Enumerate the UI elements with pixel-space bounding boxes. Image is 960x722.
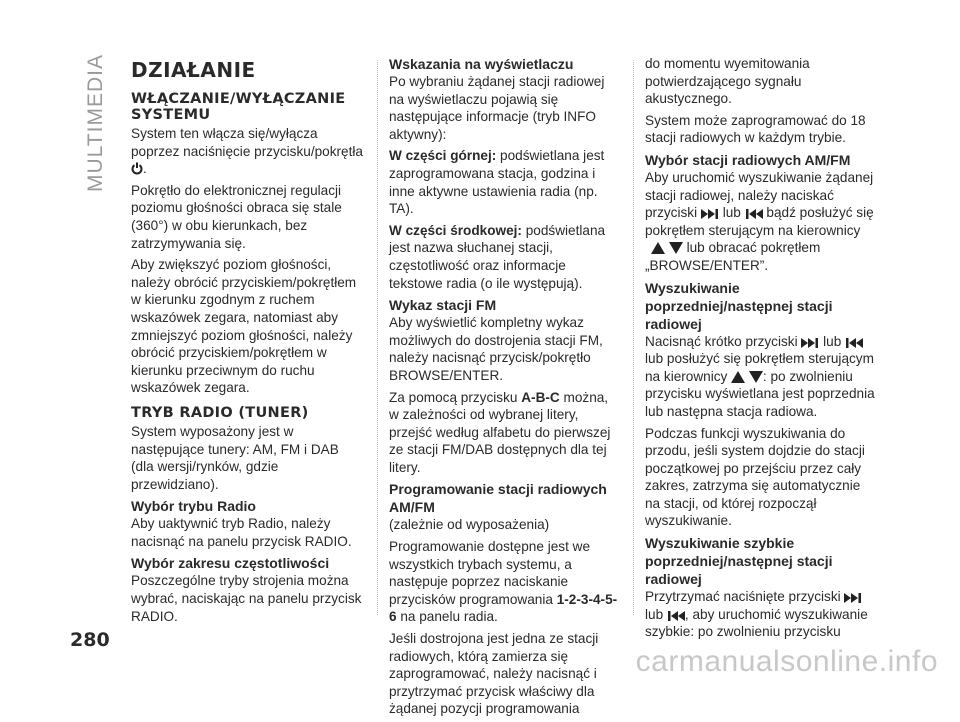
arrow-up-icon xyxy=(731,371,745,383)
text: Nacisnąć krótko przyciski xyxy=(645,333,798,349)
text: Aby uruchomić wyszukiwanie żądanej stacji radiowej, należy naciskać przyciski xyxy=(645,169,874,221)
text: Przytrzymać naciśnięte przyciski xyxy=(645,589,841,605)
column-3 xyxy=(645,55,877,645)
page-number: 280 xyxy=(70,629,110,651)
paragraph: (zależnie od wyposażenia) xyxy=(389,517,550,533)
next-track-icon xyxy=(801,338,819,348)
text: Programowanie dostępne jest we wszystkich trybach systemu, a następuje poprzez naciskanie przycisków programowania xyxy=(389,539,590,607)
paragraph: Aby zwiększyć poziom głośności, należy obrócić przyciskiem/pokrętłem w kierunku zgodnym z ruchem wskazówek zegara, natomiast aby zmniejszyć poziom głośności, należy obrócić przyciskiem/pokrętłem w kierunku przeciwnym do ruchu wskazówek zegara. xyxy=(131,257,357,396)
text: lub posłużyć się pokrętłem sterującym na kierownicy xyxy=(645,351,874,384)
arrow-down-icon xyxy=(669,242,683,254)
subheading: Wyszukiwanie szybkie poprzedniej/następnej stacji radiowej xyxy=(645,535,833,588)
text: można, w zależności od wybranej litery, przejść według alfabetu do pierwszej ze stacji FM/DAB dostępnych dla tej litery. xyxy=(389,389,611,475)
previous-track-icon xyxy=(667,611,685,621)
subheading: Wykaz stacji FM xyxy=(389,297,497,314)
paragraph xyxy=(389,147,621,217)
paragraph: Pokrętło do elektronicznej regulacji poziomu głośności obraca się stale (360°) w obu kierunkach, bez zatrzymywania się. xyxy=(131,182,342,251)
next-track-icon xyxy=(701,209,719,219)
column-divider xyxy=(377,60,378,615)
paragraph: Jeśli dostrojona jest jedna ze stacji radiowych, którą zamierza się zaprogramować, należy nacisnąć i przytrzymać przycisk właściwy dla żądanej pozycji programowania xyxy=(389,631,599,717)
subheading: Wybór stacji radiowych AM/FM xyxy=(645,151,851,168)
subheading: Programowanie stacji radiowych AM/FM xyxy=(389,481,607,516)
text: lub xyxy=(823,333,842,349)
paragraph: System wyposażony jest w następujące tunery: AM, FM i DAB (dla wersji/rynków, gdzie przewidziano). xyxy=(131,423,339,492)
paragraph xyxy=(645,588,877,641)
label: W części środkowej: xyxy=(389,222,522,238)
column-2 xyxy=(389,55,621,722)
paragraph xyxy=(389,389,621,477)
arrow-up-icon xyxy=(651,242,665,254)
text: podświetlana jest nazwa słuchanej stacji, częstotliwość oraz informacje tekstowe radia (o ile występują). xyxy=(389,222,606,291)
paragraph: Podczas funkcji wyszukiwania do przodu, jeśli system dojdzie do stacji początkowej po przejściu przez cały zakres, zatrzyma się automatycznie na stacji, od której rozpoczął wyszukiwanie. xyxy=(645,425,865,529)
text: System ten włącza się/wyłącza poprzez naciśnięcie przycisku/pokrętła xyxy=(131,126,363,159)
text: Za pomocą przycisku xyxy=(389,389,522,405)
text: lub xyxy=(645,606,664,622)
text: lub xyxy=(722,205,741,221)
previous-track-icon xyxy=(745,209,763,219)
paragraph: Poszczególne tryby strojenia można wybrać, naciskając na panelu przycisk RADIO. xyxy=(131,573,362,624)
button-label: 1-2-3-4-5-6 xyxy=(389,591,618,625)
paragraph: do momentu wyemitowania potwierdzającego sygnału akustycznego. xyxy=(645,56,810,107)
label: W części górnej: xyxy=(389,148,497,164)
paragraph: System może zaprogramować do 18 stacji radiowych w każdym trybie. xyxy=(645,112,866,146)
column-1 xyxy=(131,55,363,629)
side-tab xyxy=(84,48,108,198)
subheading: Wybór trybu Radio xyxy=(131,498,256,515)
paragraph xyxy=(131,125,363,178)
paragraph xyxy=(645,333,877,421)
text: : po zwolnieniu przycisku wyświetlana jest poprzednia lub następna stacja radiowa. xyxy=(645,368,875,419)
text: podświetlana jest zaprogramowana stacja, godzina i inne aktywne ustawienia radia (np. TA). xyxy=(389,148,605,217)
subheading: Wskazania na wyświetlaczu xyxy=(389,56,574,72)
subheading: Wybór zakresu częstotliwości xyxy=(131,555,330,572)
column-divider xyxy=(633,60,634,615)
text: , aby uruchomić wyszukiwanie szybkie: po zwolnieniu przycisku xyxy=(645,606,868,640)
subheading: Wyszukiwanie poprzedniej/następnej stacji radiowej xyxy=(645,279,833,332)
paragraph: Aby uaktywnić tryb Radio, należy nacisnąć na panelu przycisk RADIO. xyxy=(131,516,352,549)
paragraph xyxy=(645,169,877,275)
previous-track-icon xyxy=(845,338,863,348)
section-heading: TRYB RADIO (TUNER) xyxy=(131,404,309,421)
side-tab-label: MULTIMEDIA xyxy=(84,54,108,192)
section-heading: WŁĄCZANIE/WYŁĄCZANIE SYSTEMU xyxy=(131,91,346,123)
arrow-down-icon xyxy=(749,371,763,383)
text: bądź posłużyć się pokrętłem sterującym na kierownicy xyxy=(645,205,874,238)
paragraph xyxy=(389,222,621,292)
paragraph xyxy=(389,538,621,626)
next-track-icon xyxy=(844,593,862,603)
paragraph: Po wybraniu żądanej stacji radiowej na wyświetlaczu pojawią się następujące informacje (tryb INFO aktywny): xyxy=(389,74,605,142)
paragraph: Aby wyświetlić kompletny wykaz możliwych do dostrojenia stacji FM, należy nacisnąć przycisk/pokrętło BROWSE/ENTER. xyxy=(389,315,603,383)
text: na panelu radia. xyxy=(396,609,498,625)
text: lub obracać pokrętłem „BROWSE/ENTER”. xyxy=(645,240,821,273)
page-title: DZIAŁANIE xyxy=(131,58,256,82)
power-icon xyxy=(131,162,143,175)
text: . xyxy=(143,161,147,177)
watermark: carmanualsonline.info xyxy=(635,645,938,678)
button-label: A-B-C xyxy=(521,389,560,405)
